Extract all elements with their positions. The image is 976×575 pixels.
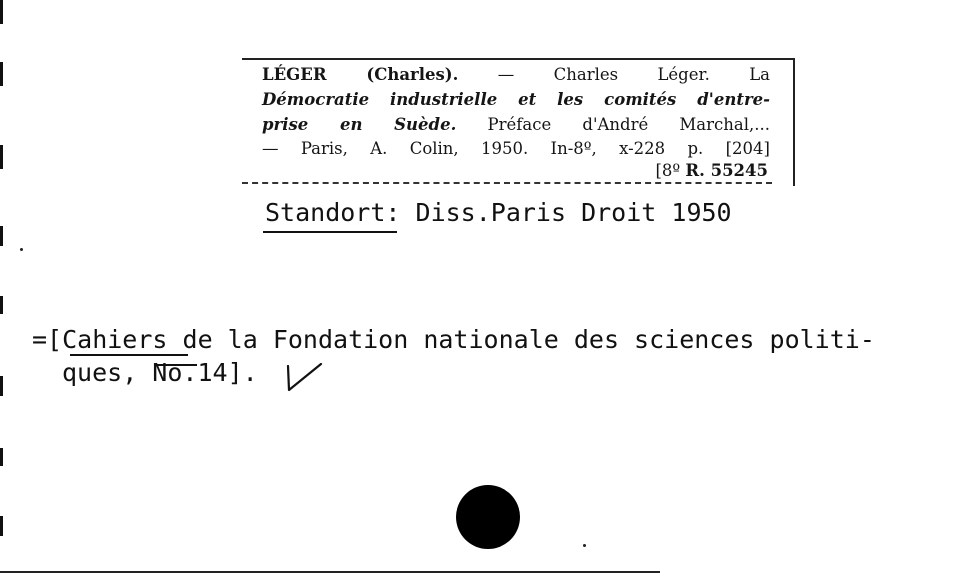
shelfmark-prefix: [8º — [655, 161, 681, 180]
margin-tick — [0, 0, 3, 24]
series-note-line-2: ques, No.14]. — [62, 358, 258, 387]
number-overline — [157, 364, 197, 366]
slip-line-1-rest: — Charles Léger. La — [458, 65, 770, 84]
standort-label: Standort: — [265, 198, 401, 227]
slip-shelfmark — [655, 160, 768, 182]
margin-tick — [0, 448, 3, 466]
margin-tick — [0, 145, 3, 169]
standort-underline — [263, 231, 397, 233]
speck — [20, 248, 23, 251]
margin-tick — [0, 226, 3, 246]
margin-tick — [0, 516, 3, 536]
slip-line-2 — [262, 89, 770, 111]
slip-title-end: prise en Suède. — [262, 115, 457, 134]
slip-line-1 — [262, 64, 770, 86]
slip-line-3 — [262, 114, 770, 136]
margin-tick — [0, 296, 3, 314]
slip-preface: Préface d'André Marchal,... — [456, 115, 770, 134]
series-note-line-1: =[Cahiers de la Fondation nationale des sciences politi- — [32, 325, 875, 354]
speck — [583, 544, 586, 547]
card-bottom-edge — [0, 571, 660, 573]
punch-hole — [456, 485, 520, 549]
shelfmark-number: R. 55245 — [685, 161, 768, 180]
cahiers-underline — [70, 354, 188, 356]
margin-tick — [0, 62, 3, 86]
margin-tick — [0, 376, 3, 396]
standort-value: Diss.Paris Droit 1950 — [400, 198, 732, 227]
slip-title: Démocratie industrielle et les comités d'entre- — [262, 90, 770, 109]
slip-cut-edge — [242, 182, 772, 184]
standort-line — [265, 198, 732, 228]
slip-imprint: — Paris, A. Colin, 1950. In-8º, x-228 p. [204] — [262, 139, 770, 158]
checkmark-icon — [285, 360, 325, 394]
slip-author: LÉGER (Charles). — [262, 65, 459, 84]
